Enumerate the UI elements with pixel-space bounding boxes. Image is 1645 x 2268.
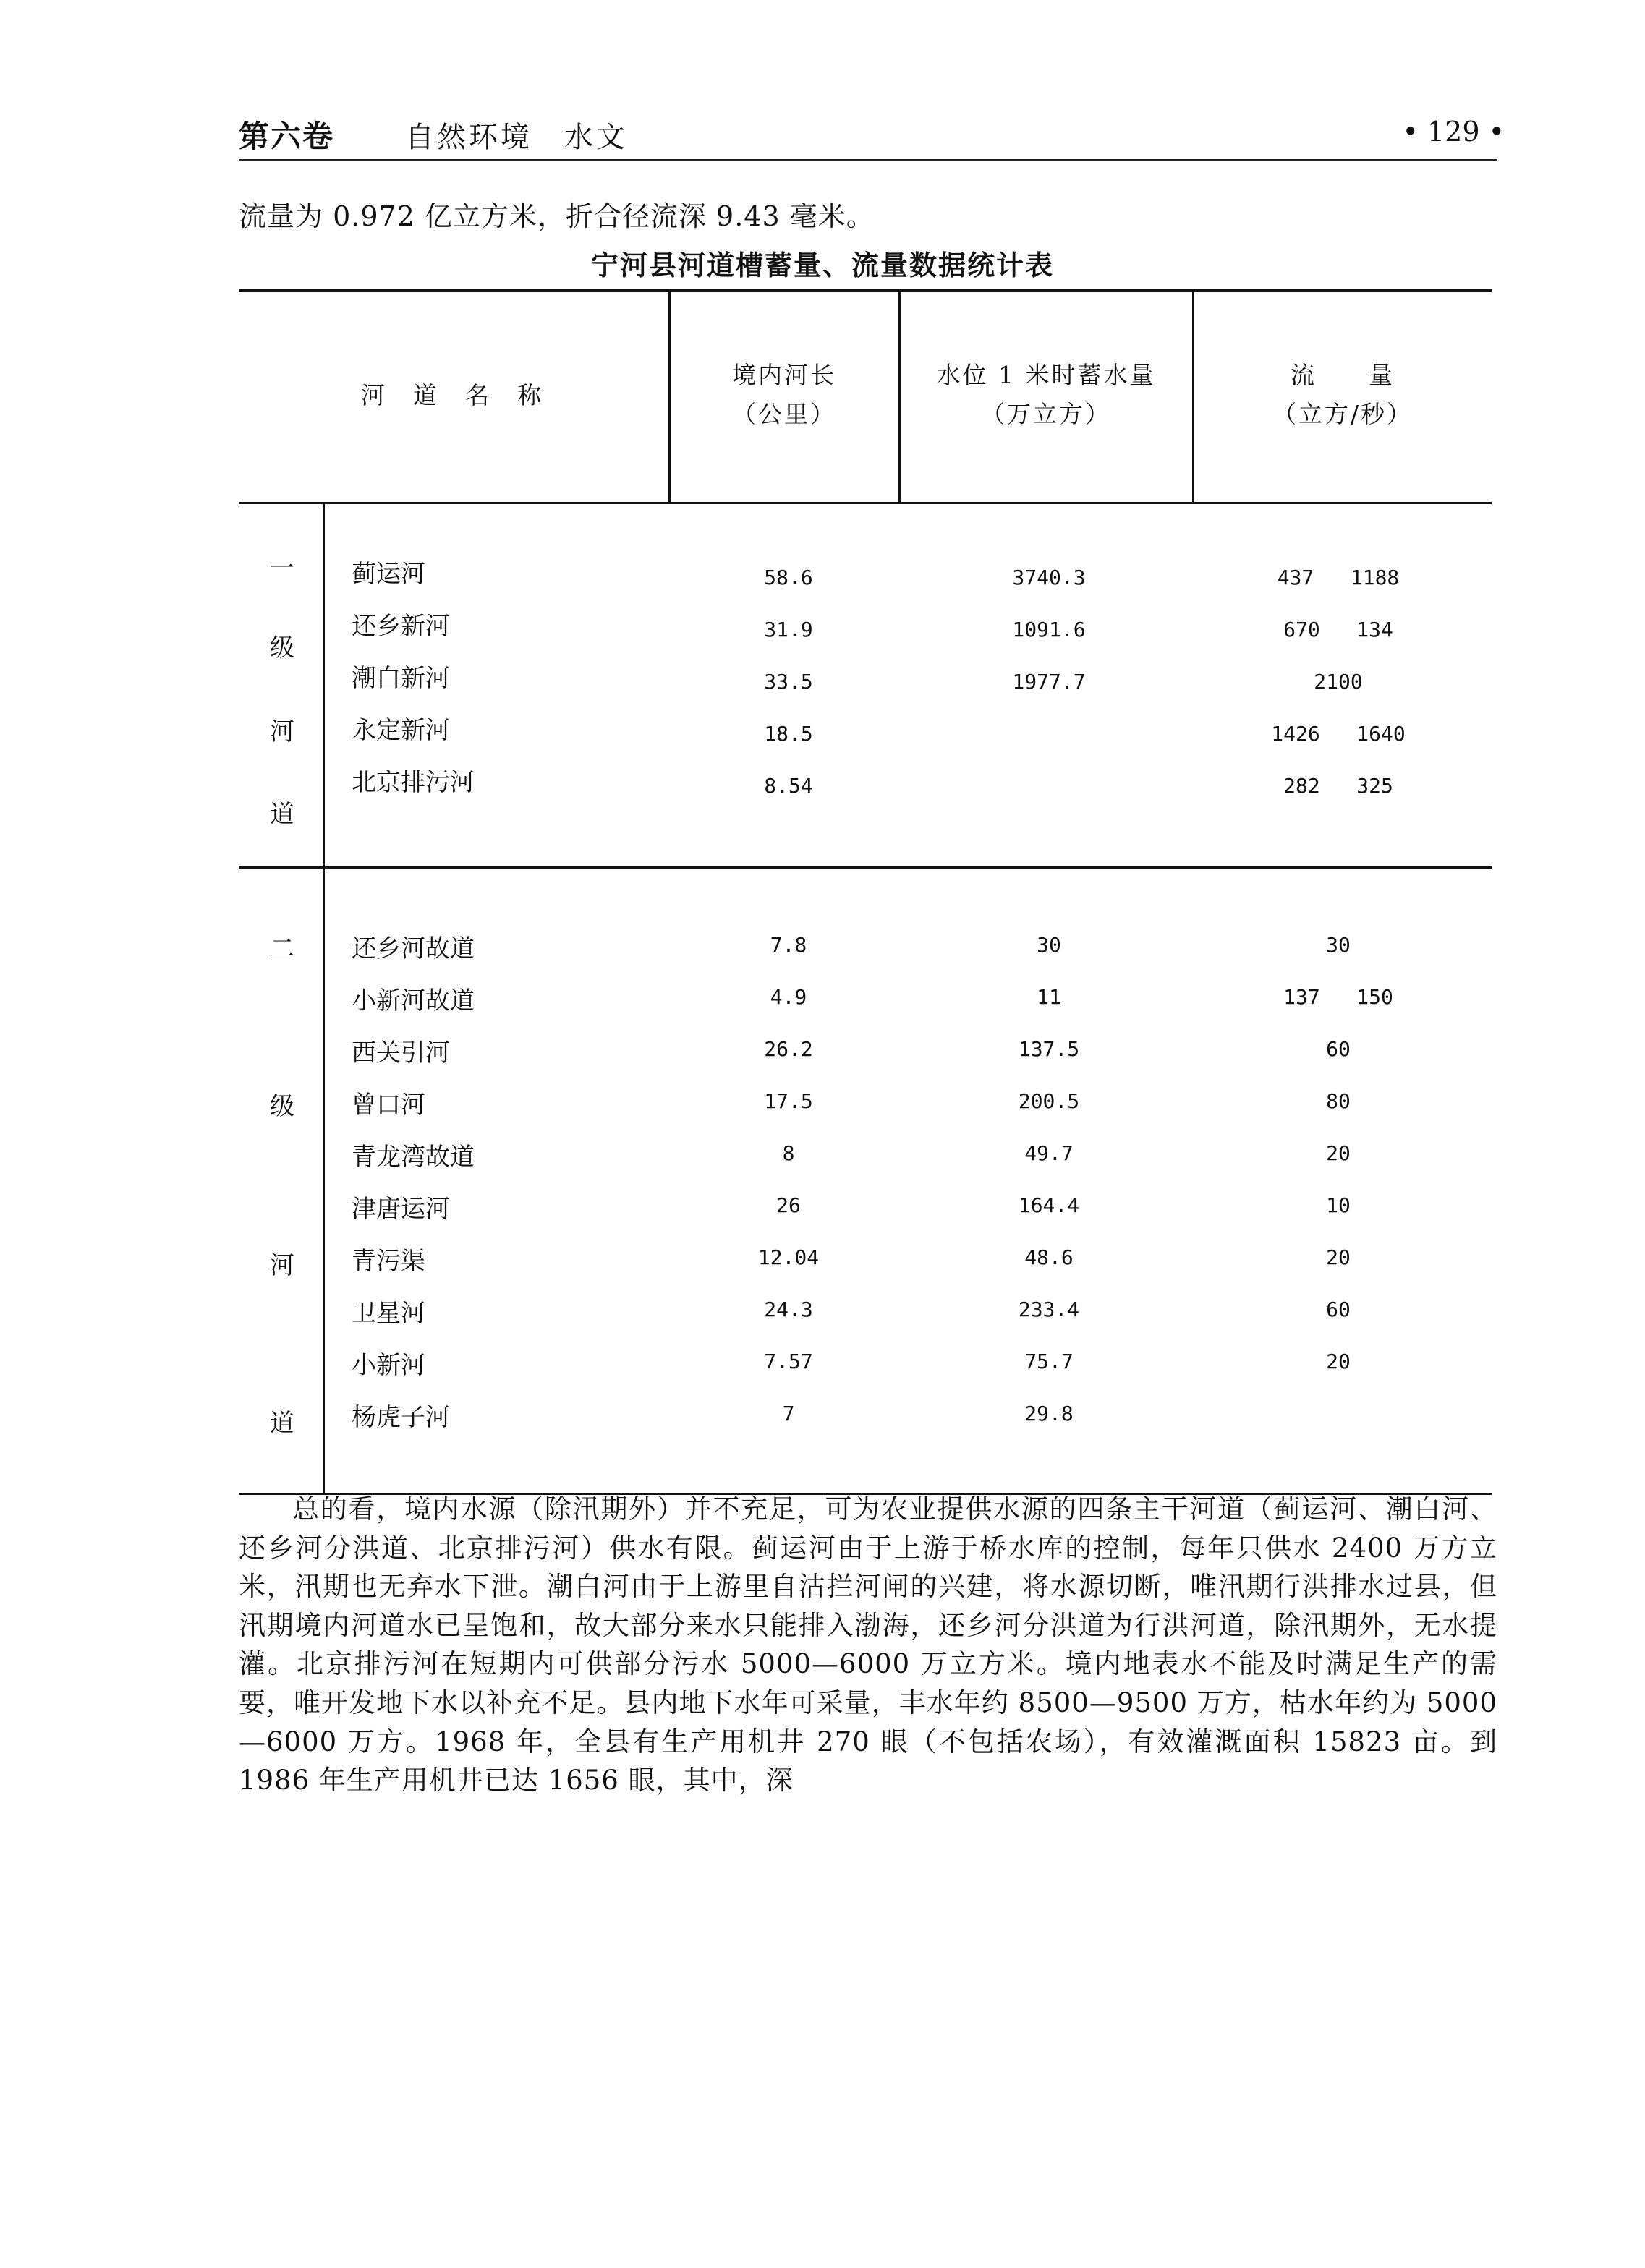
- river-storage: 29.8: [1024, 1402, 1074, 1425]
- header-storage-unit: （万立方）: [981, 400, 1111, 428]
- header-rule: [239, 159, 1497, 161]
- river-flow: 2100: [1314, 670, 1363, 694]
- river-length: 7.57: [764, 1350, 813, 1373]
- river-storage: 1977.7: [1012, 670, 1086, 694]
- river-length: 33.5: [764, 670, 813, 694]
- river-name: 青污渠: [352, 1247, 425, 1276]
- river-flow: 437 1188: [1277, 566, 1400, 589]
- river-flow: 670 134: [1283, 618, 1393, 641]
- river-length: 58.6: [764, 566, 813, 589]
- section-label: 第六卷: [239, 119, 335, 154]
- river-length: 7: [782, 1402, 795, 1425]
- subject-label: 自然环境 水文: [405, 121, 628, 154]
- river-length: 4.9: [770, 985, 807, 1009]
- group1-label-char: 级: [270, 634, 294, 662]
- river-length: 18.5: [764, 722, 813, 746]
- river-name: 小新河故道: [352, 986, 475, 1015]
- river-storage: 200.5: [1018, 1089, 1080, 1113]
- river-name: 还乡河故道: [352, 934, 475, 963]
- river-flow: 282 325: [1283, 774, 1393, 798]
- river-name: 蓟运河: [352, 560, 425, 589]
- lead-text: 流量为 0.972 亿立方米，折合径流深 9.43 毫米。: [239, 200, 875, 232]
- group1-label-char: 一: [270, 554, 294, 583]
- river-storage: 233.4: [1018, 1297, 1080, 1321]
- header-length: [670, 356, 898, 434]
- header-bottom-rule: [239, 502, 1492, 504]
- river-flow: 20: [1326, 1350, 1351, 1373]
- river-length: 26: [776, 1193, 801, 1217]
- river-name: 永定新河: [352, 716, 450, 745]
- river-name: 北京排污河: [352, 768, 475, 797]
- river-storage: 164.4: [1018, 1193, 1080, 1217]
- river-length: 26.2: [764, 1037, 813, 1061]
- river-storage: 11: [1037, 985, 1061, 1009]
- page-number: • 129 •: [1402, 116, 1505, 148]
- header-flow: [1194, 356, 1492, 434]
- group2-label-char: 二: [270, 934, 294, 963]
- table-top-rule: [239, 289, 1492, 292]
- river-storage: 3740.3: [1012, 566, 1086, 589]
- river-flow: 80: [1326, 1089, 1351, 1113]
- river-name: 还乡新河: [352, 612, 450, 641]
- river-storage: 1091.6: [1012, 618, 1086, 641]
- running-header: [239, 108, 1505, 166]
- river-storage: 75.7: [1024, 1350, 1074, 1373]
- river-flow: 20: [1326, 1141, 1351, 1165]
- river-flow: 60: [1326, 1297, 1351, 1321]
- header-river-name: [326, 376, 579, 415]
- header-storage: [900, 356, 1192, 434]
- body-paragraph: [239, 1490, 1497, 1800]
- group2-label-char: 河: [270, 1251, 294, 1280]
- group2-label-char: 级: [270, 1092, 294, 1121]
- body-paragraph-text: 总的看，境内水源（除汛期外）并不充足，可为农业提供水源的四条主干河道（蓟运河、潮白河、还乡河分洪道、北京排污河）供水有限。蓟运河由于上游于桥水库的控制，每年只供水 2400 万方立米，汛期也无弃水下泄。潮白河由于上游里自沽拦河闸的兴建，将水源切断，唯汛期行洪排水过县，但汛期境内河道水已呈饱和，故大部分来水只能排入渤海，还乡河分洪道为行洪河道，除汛期外，无水提灌。北京排污河在短期内可供部分污水 5000—6000 万立方米。境内地表水不能及时满足生产的需要，唯开发地下水以补充不足。县内地下水年可采量，丰水年约 8500—9500 万方，枯水年约为 5000—6000 万方。1968 年，全县有生产用机井 270 眼（不包括农场），有效灌溉面积 15823 亩。到 1986 年生产用机井已达 1656 眼，其中，深: [239, 1493, 1497, 1796]
- river-flow: 1426 1640: [1271, 722, 1406, 746]
- river-flow: 10: [1326, 1193, 1351, 1217]
- river-length: 12.04: [757, 1245, 820, 1269]
- river-name: 小新河: [352, 1351, 425, 1380]
- river-name: 西关引河: [352, 1039, 450, 1067]
- group1-label-char: 道: [270, 800, 294, 829]
- header-storage-label: 水位 1 米时蓄水量: [936, 361, 1156, 389]
- group-name-divider: [323, 503, 325, 1494]
- river-length: 8: [782, 1141, 795, 1165]
- river-storage: 137.5: [1018, 1037, 1080, 1061]
- header-river-name-label: 河 道 名 称: [361, 381, 543, 409]
- river-name: 津唐运河: [352, 1195, 450, 1224]
- river-length: 7.8: [770, 933, 807, 957]
- river-length: 31.9: [764, 618, 813, 641]
- river-storage: 49.7: [1024, 1141, 1074, 1165]
- river-flow: 30: [1326, 933, 1351, 957]
- river-name: 杨虎子河: [352, 1403, 450, 1432]
- header-length-unit: （公里）: [732, 400, 836, 428]
- river-name: 青龙湾故道: [352, 1143, 475, 1172]
- river-flow: 137 150: [1283, 985, 1393, 1009]
- table-title: 宁河县河道槽蓄量、流量数据统计表: [590, 250, 1054, 281]
- group2-label-char: 道: [270, 1409, 294, 1438]
- group1-label-char: 河: [270, 717, 294, 746]
- river-storage: 48.6: [1024, 1245, 1074, 1269]
- river-flow: 60: [1326, 1037, 1351, 1061]
- river-flow: 20: [1326, 1245, 1351, 1269]
- river-name: 潮白新河: [352, 664, 450, 693]
- river-storage: 30: [1037, 933, 1061, 957]
- river-length: 24.3: [764, 1297, 813, 1321]
- river-length: 8.54: [764, 774, 813, 798]
- river-name: 曾口河: [352, 1091, 425, 1120]
- header-length-label: 境内河长: [732, 361, 836, 389]
- header-flow-unit: （立方/秒）: [1272, 400, 1414, 428]
- river-name: 卫星河: [352, 1299, 425, 1328]
- header-flow-label: 流 量: [1291, 361, 1395, 389]
- river-length: 17.5: [764, 1089, 813, 1113]
- group-divider-rule: [239, 866, 1492, 869]
